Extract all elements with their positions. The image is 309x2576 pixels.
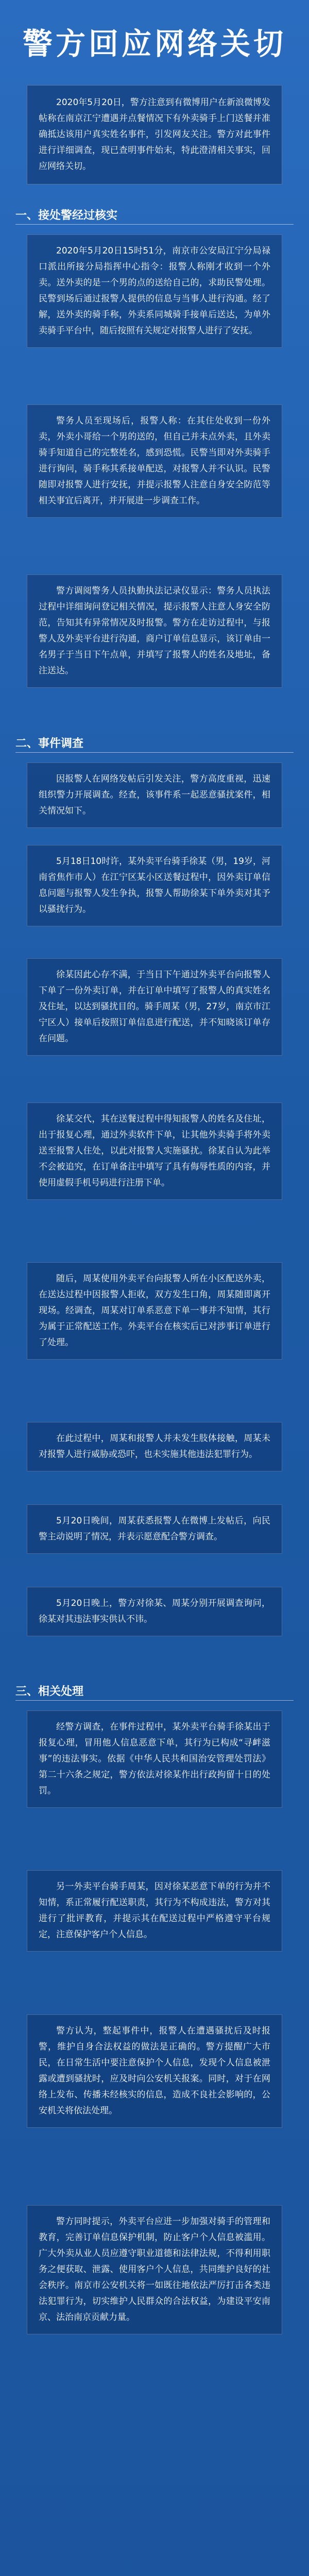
- section-2-paragraph-6: 在此过程中，周某和报警人并未发生肢体接触，周某未对报警人进行威胁或恐吓，也未实施其他违法犯罪行为。: [27, 1422, 282, 1471]
- section-2-paragraph-8: 5月20日晚上，警方对徐某、周某分别开展调查询问，徐某对其违法事实供认不讳。: [27, 1587, 282, 1636]
- section-1-paragraph-3: 警方调阅警务人员执勤执法记录仪显示：警务人员执法过程中详细询问登记相关情况，提示报警人注意人身安全防范，告知其有异常情况及时报警。警方在走访过程中，与报警人及外卖平台进行沟通，商户订单信息显示，该订单由一名男子于当日下午点单，并填写了报警人的姓名及地址，备注送达。: [27, 574, 282, 688]
- section-heading-2: [0, 732, 309, 754]
- section-heading-label: 二、事件调查: [15, 737, 84, 750]
- section-3-paragraph-4: 警方同时提示，外卖平台应进一步加强对骑手的管理和教育，完善订单信息保护机制，防止客户个人信息被滥用。广大外卖从业人员应遵守职业道德和法律法规，不得利用职务之便获取、泄露、使用客户个人信息，共同维护良好的社会秩序。南京市公安机关将一如既往地依法严厉打击各类违法犯罪行为，切实维护人民群众的合法权益，为建设平安南京、法治南京贡献力量。: [27, 2205, 282, 2334]
- header: [0, 0, 309, 82]
- section-heading-3: [0, 1680, 309, 1702]
- section-2-paragraph-4: 徐某交代，其在送餐过程中得知报警人的姓名及住址，出于报复心理，通过外卖软件下单，让其他外卖骑手将外卖送至报警人住处，以此对报警人实施骚扰。徐某自认为此举不会被追究，在订单备注中填写了具有侮辱性质的内容，并使用虚假手机号码进行注册下单。: [27, 1103, 282, 1200]
- page-title: 警方回应网络关切: [22, 26, 286, 61]
- section-1-paragraph-1: 2020年5月20日15时51分，南京市公安局江宁分局禄口派出所接分局指挥中心指令：报警人称刚才收到一个外卖。送外卖的是一个男的点的送给自己的，求助民警处理。民警到场后通过报警人提供的信息与当事人进行沟通。经了解，送外卖的骑手称，外卖系同城骑手接单后送达，为单外卖骑手平台中，随后按照有关规定对报警人进行了安抚。: [27, 234, 282, 348]
- section-2-paragraph-5: 随后，周某使用外卖平台向报警人所在小区配送外卖，在送达过程中因报警人拒收，双方发生口角，周某随即离开现场。经调查，周某对订单系恶意下单一事并不知情，其行为属于正常配送工作。外卖平台在核实后已对涉事订单进行了处理。: [27, 1262, 282, 1360]
- section-2-paragraph-2: 5月18日10时许，某外卖平台骑手徐某（男，19岁，河南省焦作市人）在江宁区某小区送餐过程中，因外卖订单信息问题与报警人发生争执，报警人帮助徐某下单外卖对其予以骚扰行为。: [27, 845, 282, 926]
- section-heading-1: [0, 204, 309, 226]
- section-divider: [15, 224, 294, 225]
- section-3-paragraph-3: 警方认为，整起事件中，报警人在遭遇骚扰后及时报警，维护自身合法权益的做法是正确的。警方提醒广大市民，在日常生活中要注意保护个人信息，发现个人信息被泄露或遭到骚扰时，应及时向公安机关报案。同时，对于在网络上发布、传播未经核实的信息，造成不良社会影响的，公安机关将依法处理。: [27, 2014, 282, 2128]
- section-3-paragraph-2: 另一外卖平台骑手周某，因对徐某恶意下单的行为并不知情，系正常履行配送职责，其行为不构成违法，警方对其进行了批评教育，并提示其在配送过程中严格遵守平台规定，注意保护客户个人信息。: [27, 1870, 282, 1952]
- section-heading-label: 一、接处警经过核实: [15, 209, 118, 222]
- intro-paragraph: 2020年5月20日，警方注意到有微博用户在新浪微博发帖称在南京江宁遭遇并点餐情况下有外卖骑手上门送餐并准确抵达该用户真实姓名事件，引发网友关注。警方对此事件进行详细调查，现已查明事件始末，特此澄清相关事实，回应网络关切。: [27, 85, 282, 184]
- section-divider: [15, 752, 294, 753]
- section-3-paragraph-1: 经警方调查，在事件过程中，某外卖平台骑手徐某出于报复心理，冒用他人信息恶意下单，其行为已构成“寻衅滋事”的违法事实。依据《中华人民共和国治安管理处罚法》第二十六条之规定，警方依法对徐某作出行政拘留十日的处罚。: [27, 1710, 282, 1808]
- section-2-paragraph-7: 5月20日晚间，周某获悉报警人在微博上发帖后，向民警主动说明了情况，并表示愿意配合警方调查。: [27, 1504, 282, 1554]
- section-2-paragraph-1: 因报警人在网络发帖后引发关注，警方高度重视，迅速组织警力开展调查。经查，该事件系一起恶意骚扰案件，相关情况如下。: [27, 762, 282, 828]
- section-divider: [15, 1700, 294, 1701]
- section-heading-label: 三、相关处理: [15, 1685, 84, 1698]
- section-1-paragraph-2: 警务人员至现场后，报警人称：在其住处收到一份外卖，外卖小哥给一个男的送的，但自己并未点外卖，且外卖骑手知道自己的完整姓名，感到恐慌。民警当即对外卖骑手进行询问，骑手称其系接单配送，对报警人并不认识。民警随即对报警人进行安抚，并提示报警人注意自身安全防范等相关事宜后离开，并开展进一步调查工作。: [27, 404, 282, 518]
- section-2-paragraph-3: 徐某因此心存不满，于当日下午通过外卖平台向报警人下单了一份外卖订单，并在订单中填写了报警人的真实姓名及住址，以达到骚扰目的。骑手周某（男，27岁，南京市江宁区人）接单后按照订单信息进行配送，并不知晓该订单存在问题。: [27, 958, 282, 1056]
